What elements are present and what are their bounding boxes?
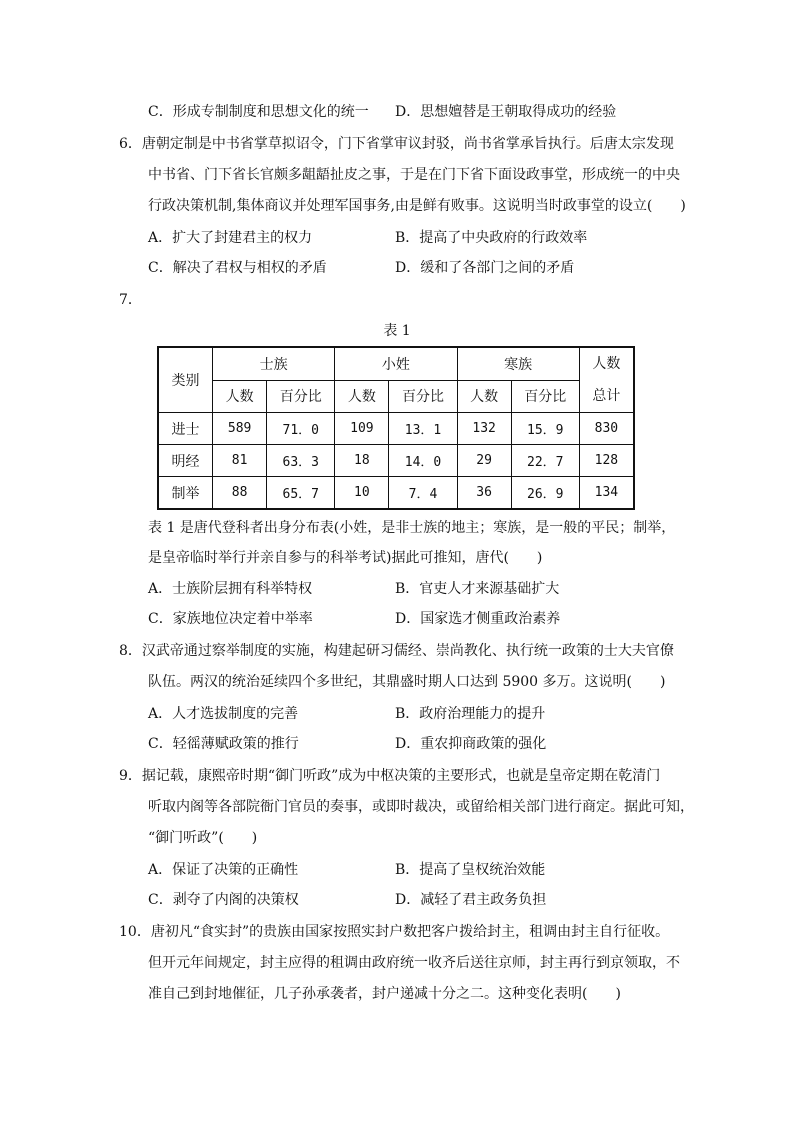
origin-distribution-table [157, 346, 635, 510]
cell-value: 10 [335, 477, 389, 510]
q6-option-c: C．解决了君权与相权的矛盾 [148, 260, 327, 276]
q9-stem-line-3: “御门听政”( ) [148, 830, 258, 846]
cell-value: 26．9 [511, 477, 579, 510]
header-total-line-1: 人数 [592, 356, 621, 372]
header-xiaoxing: 小姓 [335, 347, 457, 380]
q9-option-b: B．提高了皇权统治效能 [395, 862, 546, 878]
q9-option-a: A．保证了决策的正确性 [148, 862, 299, 878]
table-row [158, 413, 634, 445]
cell-value: 81 [213, 445, 267, 477]
subheader-percent: 百分比 [511, 380, 579, 413]
q6-option-a: A．扩大了封建君主的权力 [148, 230, 313, 246]
cell-value: 589 [213, 413, 267, 445]
q7-stem-line-2: 是皇帝临时举行并亲自参与的科举考试)据此可推知，唐代( ) [148, 550, 543, 566]
q9-option-c: C．剥夺了内阁的决策权 [148, 892, 299, 908]
q7-stem-line-1: 表 1 是唐代登科者出身分布表(小姓，是非士族的地主；寒族，是一般的平民；制举， [148, 520, 676, 536]
table-row [158, 445, 634, 477]
q8-stem-line-2: 队伍。两汉的统治延续四个多世纪，其鼎盛时期人口达到 5900 多万。这说明( ) [148, 674, 666, 690]
row-label: 制举 [158, 477, 213, 510]
q7-option-c: C．家族地位决定着中举率 [148, 611, 313, 627]
cell-value: 14．0 [389, 445, 457, 477]
q6-option-b: B．提高了中央政府的行政效率 [395, 230, 588, 246]
q8-option-a: A．人才选拔制度的完善 [148, 706, 299, 722]
q9-option-d: D．减轻了君主政务负担 [395, 892, 547, 908]
subheader-count: 人数 [335, 380, 389, 413]
cell-value: 65．7 [267, 477, 335, 510]
q6-stem-line-2: 中书省、门下省长官颇多龃龉扯皮之事，于是在门下省下面设政事堂，形成统一的中央 [148, 167, 680, 183]
q9-stem-line-2: 听取内阁等各部院衙门官员的奏事，或即时裁决，或留给相关部门进行商定。据此可知， [148, 799, 694, 815]
cell-value: 109 [335, 413, 389, 445]
cell-value: 830 [579, 413, 634, 445]
q5-option-c: C．形成专制制度和思想文化的统一 [148, 104, 369, 120]
cell-value: 18 [335, 445, 389, 477]
cell-value: 88 [213, 477, 267, 510]
cell-value: 13．1 [389, 413, 457, 445]
cell-value: 71．0 [267, 413, 335, 445]
subheader-percent: 百分比 [267, 380, 335, 413]
cell-value: 29 [457, 445, 511, 477]
table-caption: 表 1 [383, 323, 411, 339]
subheader-count: 人数 [213, 380, 267, 413]
cell-value: 7．4 [389, 477, 457, 510]
cell-value: 134 [579, 477, 634, 510]
q10-stem-line-1: 10．唐初凡“食实封”的贵族由国家按照实封户数把客户拨给封主，租调由封主自行征收。 [119, 924, 670, 940]
header-total-line-2: 总计 [592, 388, 621, 404]
header-hanzu: 寒族 [457, 347, 579, 380]
q7-option-d: D．国家选才侧重政治素养 [395, 611, 561, 627]
q7-option-a: A．士族阶层拥有科举特权 [148, 581, 313, 597]
q8-option-c: C．轻徭薄赋政策的推行 [148, 736, 299, 752]
q6-option-d: D．缓和了各部门之间的矛盾 [395, 260, 575, 276]
cell-value: 22．7 [511, 445, 579, 477]
cell-value: 63．3 [267, 445, 335, 477]
q10-stem-line-3: 准自己到封地催征，几子孙承袭者，封户递减十分之二。这种变化表明( ) [148, 986, 621, 1002]
cell-value: 15．9 [511, 413, 579, 445]
table-row [158, 477, 634, 510]
q6-stem-line-3: 行政决策机制,集体商议并处理军国事务,由是鲜有败事。这说明当时政事堂的设立( ) [148, 198, 686, 214]
subheader-percent: 百分比 [389, 380, 457, 413]
cell-value: 132 [457, 413, 511, 445]
row-label: 明经 [158, 445, 213, 477]
header-shizu: 士族 [213, 347, 335, 380]
q8-stem-line-1: 8．汉武帝通过察举制度的实施，构建起研习儒经、崇尚教化、执行统一政策的士大夫官僚 [119, 643, 674, 659]
subheader-count: 人数 [457, 380, 511, 413]
cell-value: 128 [579, 445, 634, 477]
q10-stem-line-2: 但开元年间规定，封主应得的租调由政府统一收齐后送往京师，封主再行到京领取，不 [148, 955, 680, 971]
q9-stem-line-1: 9．据记载，康熙帝时期“御门听政”成为中枢决策的主要形式，也就是皇帝定期在乾清门 [119, 768, 661, 784]
q5-option-d: D．思想嬗替是王朝取得成功的经验 [395, 104, 617, 120]
cell-value: 36 [457, 477, 511, 510]
q8-option-d: D．重农抑商政策的强化 [395, 736, 547, 752]
header-total [579, 347, 634, 413]
q7-number: 7． [119, 292, 142, 308]
header-category: 类别 [158, 347, 213, 413]
q6-stem-line-1: 6．唐朝定制是中书省掌草拟诏令，门下省掌审议封驳，尚书省掌承旨执行。后唐太宗发现 [119, 136, 674, 152]
q8-option-b: B．政府治理能力的提升 [395, 706, 546, 722]
row-label: 进士 [158, 413, 213, 445]
q7-option-b: B．官吏人才来源基础扩大 [395, 581, 560, 597]
